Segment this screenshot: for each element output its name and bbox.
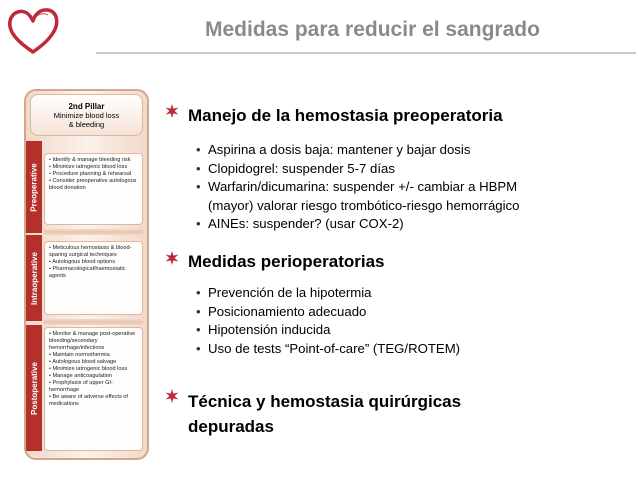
second-pillar-figure (24, 89, 149, 460)
list-item: • Clopidogrel: suspender 5-7 días (196, 160, 519, 179)
list-item: • Warfarin/dicumarina: suspender +/- cambiar a HBPM (mayor) valorar riesgo trombótico-riesgo hemorrágico (196, 178, 519, 215)
pillar-heading-line-2: Minimize blood loss (53, 110, 120, 120)
list-item: • Prevención de la hipotermia (196, 284, 460, 303)
list-item: • Monitor & manage post-operative bleeding/secondary hemorrhage/infections (49, 331, 139, 352)
phase-label-postoperative: Postoperative (26, 325, 42, 451)
heart-logo-icon (4, 4, 62, 58)
list-item: • Posicionamiento adecuado (196, 303, 460, 322)
list-item: • Be aware of adverse effects of medications (49, 394, 139, 408)
pillar-heading-line-3: & bleeding (68, 119, 105, 129)
list-item: • Autologous blood options (49, 259, 139, 266)
phase-label-preoperative: Preoperative (26, 141, 42, 233)
phase-items-intraoperative (44, 241, 143, 315)
pillar-heading-line-1: 2nd Pillar (68, 101, 105, 111)
section-heading-surgical-technique-line-1: Técnica y hemostasia quirúrgicas (188, 392, 462, 411)
starburst-bullet-icon (165, 251, 179, 265)
phase-items-preoperative (44, 153, 143, 225)
preoperative-bullet-list (196, 141, 519, 234)
starburst-bullet-icon (165, 389, 179, 403)
perioperative-bullet-list (196, 284, 460, 358)
list-item: • Minimize iatrogenic blood loss (49, 366, 139, 373)
pillar-heading (30, 94, 143, 136)
list-item: • AINEs: suspender? (usar COX-2) (196, 215, 519, 234)
list-item: • Pharmacological/haemostatic agents (49, 266, 139, 280)
list-item: • Minimize iatrogenic blood loss (49, 164, 139, 171)
phase-items-postoperative (44, 327, 143, 451)
page-title: Medidas para reducir el sangrado (205, 18, 540, 41)
phase-label-intraoperative: Intraoperative (26, 235, 42, 321)
list-item: • Autologous blood salvage (49, 359, 139, 366)
list-item: • Manage anticoagulation (49, 373, 139, 380)
section-heading-perioperative: Medidas perioperatorias (188, 252, 385, 271)
list-item: • Procedure planning & rehearsal (49, 171, 139, 178)
list-item: • Meticulous hemostasis & blood-sparing surgical techniques (49, 245, 139, 259)
list-item: • Identify & manage bleeding risk (49, 157, 139, 164)
list-item: • Hipotensión inducida (196, 321, 460, 340)
title-divider (96, 52, 636, 54)
list-item: • Prophylaxis of upper GI-hemorrhage (49, 380, 139, 394)
list-item: • Uso de tests “Point-of-care” (TEG/ROTEM) (196, 340, 460, 359)
phase-divider (44, 229, 143, 235)
list-item: • Aspirina a dosis baja: mantener y bajar dosis (196, 141, 519, 160)
section-heading-surgical-technique-line-2: depuradas (188, 417, 274, 436)
section-heading-preoperative: Manejo de la hemostasia preoperatoria (188, 106, 503, 125)
starburst-bullet-icon (165, 104, 179, 118)
phase-divider (44, 319, 143, 325)
list-item: • Maintain normothermia (49, 352, 139, 359)
list-item: • Consider preoperative autologous blood donation (49, 178, 139, 192)
